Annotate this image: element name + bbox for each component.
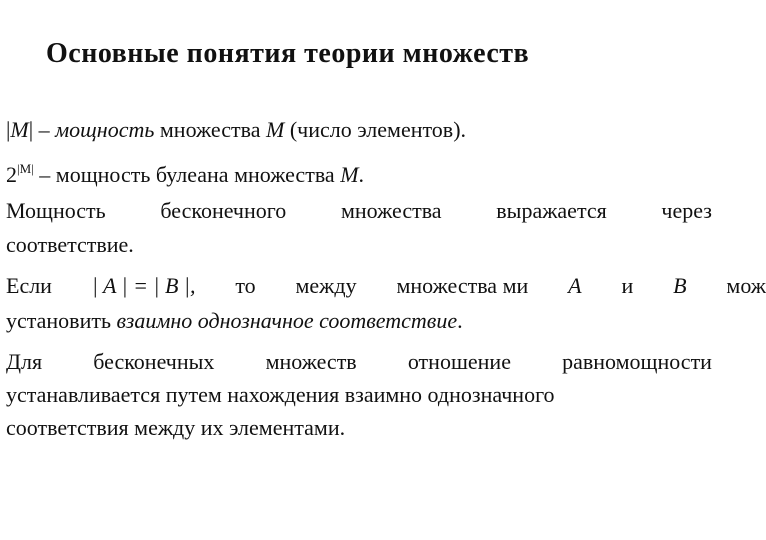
word: равномощности <box>562 349 712 374</box>
word: выражается <box>496 198 607 223</box>
word: Мощность <box>6 198 106 223</box>
set-m: M <box>266 117 285 142</box>
power-base: 2 <box>6 162 17 187</box>
line-text: – мощность булеана множества <box>33 162 341 187</box>
line-text: устанавливается путем нахождения взаимно однозначного <box>6 382 555 407</box>
word: через <box>661 198 712 223</box>
text-line-9 <box>6 415 345 441</box>
text-line-8 <box>6 382 555 408</box>
equality-expression: | A | = | B |, <box>91 273 196 298</box>
text-line-3 <box>6 198 712 224</box>
bar-left: | <box>6 117 11 142</box>
text-line-5 <box>6 273 766 299</box>
period: . <box>457 308 463 333</box>
text-line-7 <box>6 349 712 375</box>
term-cardinality: мощность <box>55 117 155 142</box>
power-exponent: |M| <box>17 161 34 176</box>
word: между <box>295 273 357 298</box>
line-text: множества <box>154 117 266 142</box>
word: Если <box>6 273 52 298</box>
dash: – <box>33 117 56 142</box>
set-a: A <box>568 273 582 298</box>
set-m: M <box>10 117 29 142</box>
line-text: соответствие. <box>6 232 134 257</box>
line-text: (число элементов). <box>284 117 467 142</box>
word: отношение <box>407 349 511 374</box>
word: бесконечных <box>93 349 215 374</box>
word: мож <box>726 273 766 298</box>
text-line-4 <box>6 232 134 258</box>
text-line-1 <box>6 117 466 143</box>
period: . <box>358 162 365 187</box>
word: множества <box>340 198 442 223</box>
word: и <box>621 273 634 298</box>
word: множества ми <box>396 273 529 298</box>
line-text: установить <box>6 308 117 333</box>
set-m: M <box>340 162 359 187</box>
slide-title: Основные понятия теории множеств <box>46 38 530 69</box>
word: Для <box>6 349 43 374</box>
term-bijection: взаимно однозначное соответствие <box>116 308 458 333</box>
text-line-6 <box>6 308 463 334</box>
set-b: B <box>673 273 687 298</box>
bar-right: | <box>28 117 34 142</box>
text-line-2 <box>6 156 364 188</box>
line-text: соответствия между их элементами. <box>6 415 346 440</box>
word: множеств <box>265 349 357 374</box>
word: то <box>235 273 256 298</box>
word: бесконечного <box>160 198 287 223</box>
